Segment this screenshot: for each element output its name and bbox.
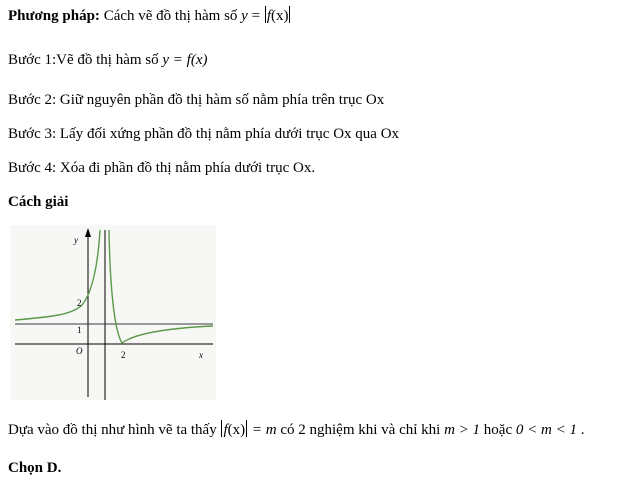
- method-line: [8, 6, 291, 26]
- step-4: [8, 158, 315, 178]
- abs-bar-right: [289, 6, 290, 23]
- step-2: [8, 90, 384, 110]
- abs-bar-left: [265, 6, 266, 23]
- function-graph: [10, 225, 216, 400]
- method-formula: [241, 8, 291, 24]
- method-formula-x: (x): [270, 8, 289, 24]
- conclusion-eq-x: (x): [227, 422, 246, 438]
- conclusion-text-mid: có 2 nghiệm khi và chỉ khi: [276, 422, 445, 438]
- method-formula-y: y: [241, 8, 248, 24]
- origin-label: O: [76, 346, 83, 356]
- y-axis-label: y: [74, 235, 78, 245]
- conclusion-abs-right: [246, 420, 247, 437]
- step-1-formula: y = f(x): [162, 52, 208, 68]
- step-3-text: Bước 3: Lấy đối xứng phần đồ thị nằm phía dưới trục Ox qua Ox: [8, 126, 400, 142]
- conclusion-eq-f: f: [223, 422, 228, 438]
- conclusion-cond1: m > 1: [444, 422, 481, 438]
- conclusion-line: [8, 420, 584, 440]
- method-label: Phương pháp:: [8, 8, 100, 24]
- tick-x-2: 2: [121, 350, 126, 360]
- step-1: [8, 50, 208, 70]
- conclusion-eq-rest: = m: [248, 422, 277, 438]
- graph-background: [10, 225, 216, 400]
- solution-heading: Cách giải: [8, 194, 69, 210]
- step-4-text: Bước 4: Xóa đi phần đồ thị nằm phía dưới trục Ox.: [8, 160, 316, 176]
- method-formula-f: f: [266, 8, 271, 24]
- answer: Chọn D.: [8, 460, 62, 476]
- conclusion-cond2: 0 < m < 1: [515, 422, 577, 438]
- conclusion-text-before: Dựa vào đồ thị như hình vẽ ta thấy: [8, 422, 221, 438]
- tick-y-1: 1: [77, 325, 82, 335]
- conclusion-equation: [220, 422, 276, 438]
- step-1-text: Bước 1:Vẽ đồ thị hàm số: [8, 52, 163, 68]
- step-3: [8, 124, 399, 144]
- method-formula-eq: =: [247, 8, 264, 24]
- x-axis-label: x: [199, 350, 203, 360]
- step-2-text: Bước 2: Giữ nguyên phần đồ thị hàm số nằm phía trên trục Ox: [8, 92, 385, 108]
- method-text: Cách vẽ đồ thị hàm số: [99, 8, 242, 24]
- conclusion-text-or: hoặc: [480, 422, 516, 438]
- tick-y-2: 2: [77, 298, 82, 308]
- conclusion-period: .: [576, 422, 585, 438]
